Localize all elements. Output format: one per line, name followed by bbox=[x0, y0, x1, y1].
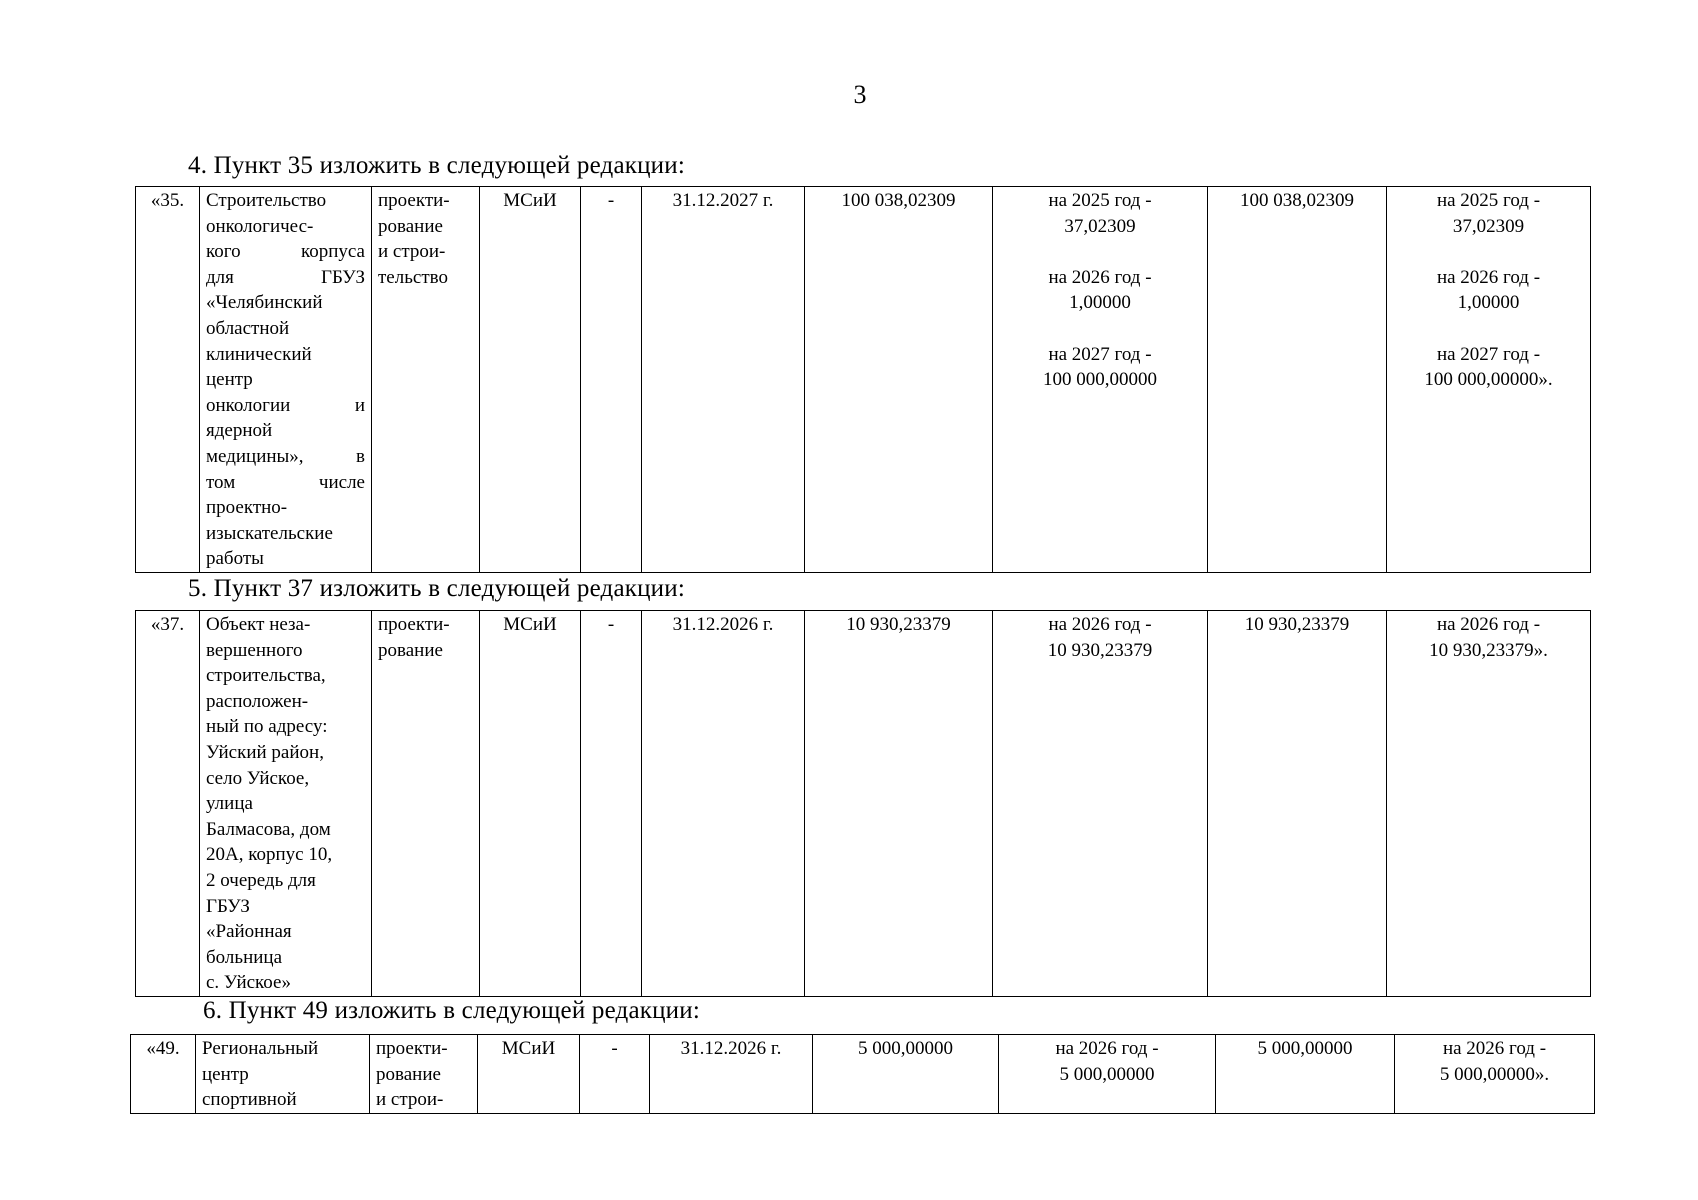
work-type-line: рование bbox=[378, 639, 443, 661]
yearly-breakdown-cell bbox=[993, 611, 1208, 997]
year-entry bbox=[999, 265, 1201, 316]
year-value: 1,00000 bbox=[1457, 292, 1520, 314]
estimated-cost-cell: 10 930,23379 bbox=[805, 611, 993, 997]
year-entry bbox=[999, 188, 1201, 239]
object-name-line: 20А, корпус 10, bbox=[206, 844, 333, 866]
amendment-table-item-37 bbox=[135, 610, 1591, 997]
organization-cell: МСиИ bbox=[478, 1035, 580, 1114]
work-type-line: проекти- bbox=[378, 614, 450, 635]
object-name-line: Объект неза- bbox=[206, 614, 311, 635]
object-name-line: Региональный bbox=[202, 1038, 319, 1059]
object-name-cell bbox=[196, 1035, 370, 1114]
object-name-line: Строительство bbox=[206, 190, 327, 211]
funding-total-cell: 5 000,00000 bbox=[1216, 1035, 1395, 1114]
item-number-cell: «49. bbox=[131, 1035, 196, 1114]
section-heading-item-35: 4. Пункт 35 изложить в следующей редакции: bbox=[188, 152, 685, 179]
object-name-cell bbox=[200, 611, 372, 997]
funding-total-cell: 10 930,23379 bbox=[1208, 611, 1387, 997]
deadline-date-cell: 31.12.2026 г. bbox=[642, 611, 805, 997]
year-label: на 2026 год - bbox=[1048, 614, 1152, 635]
object-name-line: больница bbox=[206, 946, 282, 968]
object-name-line: село Уйское, bbox=[206, 767, 310, 789]
year-label: на 2026 год - bbox=[1055, 1038, 1159, 1059]
work-type-line: проекти- bbox=[376, 1038, 448, 1059]
organization-cell: МСиИ bbox=[480, 611, 581, 997]
object-name-line: том числе bbox=[206, 471, 365, 493]
object-name-line: Балмасова, дом bbox=[206, 818, 331, 840]
year-entry bbox=[999, 612, 1201, 663]
object-name-line: ный по адресу: bbox=[206, 716, 328, 738]
section-heading-item-49: 6. Пункт 49 изложить в следующей редакции: bbox=[203, 997, 700, 1024]
year-value: 10 930,23379». bbox=[1429, 639, 1548, 661]
funding-yearly-cell bbox=[1387, 187, 1591, 573]
yearly-breakdown-cell bbox=[993, 187, 1208, 573]
object-name-line: улица bbox=[206, 793, 253, 815]
year-label: на 2027 год - bbox=[1048, 343, 1152, 365]
object-name-line: «Челябинский bbox=[206, 292, 323, 314]
work-type-line: тельство bbox=[378, 266, 448, 288]
year-entry bbox=[999, 342, 1201, 393]
work-type-cell bbox=[372, 187, 480, 573]
year-label: на 2027 год - bbox=[1436, 343, 1541, 365]
object-name-line: ГБУЗ bbox=[206, 895, 250, 917]
work-type-line: рование bbox=[376, 1063, 441, 1085]
year-value: 5 000,00000». bbox=[1439, 1063, 1550, 1085]
work-type-line: и строи- bbox=[376, 1089, 444, 1111]
page-number: 3 bbox=[853, 80, 867, 109]
object-name-line: с. Уйское» bbox=[206, 972, 291, 994]
table-row bbox=[136, 611, 1591, 997]
object-name-line: спортивной bbox=[202, 1089, 297, 1111]
table-row bbox=[131, 1035, 1595, 1114]
work-type-line: проекти- bbox=[378, 190, 450, 211]
dash-cell: - bbox=[581, 187, 642, 573]
object-name-line: областной bbox=[206, 317, 290, 339]
year-label: на 2026 год - bbox=[1048, 266, 1152, 288]
funding-total-cell: 100 038,02309 bbox=[1208, 187, 1387, 573]
object-name-line: работы bbox=[206, 548, 264, 570]
object-name-line: 2 очередь для bbox=[206, 869, 316, 891]
object-name-line: для ГБУЗ bbox=[206, 266, 365, 288]
year-value: 100 000,00000 bbox=[1043, 369, 1157, 391]
object-name-cell bbox=[200, 187, 372, 573]
yearly-breakdown-cell bbox=[999, 1035, 1216, 1114]
year-label: на 2025 год - bbox=[1048, 190, 1152, 211]
object-name-line: расположен- bbox=[206, 690, 309, 712]
estimated-cost-cell: 5 000,00000 bbox=[813, 1035, 999, 1114]
object-name-line: онкологии и bbox=[206, 394, 365, 416]
funding-yearly-cell bbox=[1387, 611, 1591, 997]
section-heading-item-37: 5. Пункт 37 изложить в следующей редакции: bbox=[188, 575, 685, 602]
item-number-cell: «35. bbox=[136, 187, 200, 573]
object-name-line: центр bbox=[206, 369, 253, 391]
object-name-line: проектно- bbox=[206, 497, 288, 519]
work-type-line: рование bbox=[378, 215, 443, 237]
work-type-cell bbox=[370, 1035, 478, 1114]
year-value: 100 000,00000». bbox=[1424, 369, 1553, 391]
object-name-line: изыскательские bbox=[206, 522, 333, 544]
year-value: 1,00000 bbox=[1069, 292, 1131, 314]
year-entry bbox=[1005, 1036, 1209, 1087]
object-name-line: клинический bbox=[206, 343, 312, 365]
year-value: 37,02309 bbox=[1064, 215, 1136, 237]
year-label: на 2026 год - bbox=[1436, 266, 1541, 288]
funding-yearly-cell bbox=[1395, 1035, 1595, 1114]
deadline-date-cell: 31.12.2027 г. bbox=[642, 187, 805, 573]
year-entry bbox=[1401, 1036, 1588, 1087]
table-row bbox=[136, 187, 1591, 573]
year-label: на 2026 год - bbox=[1442, 1038, 1547, 1059]
object-name-line: вершенного bbox=[206, 639, 303, 661]
object-name-line: кого корпуса bbox=[206, 241, 365, 263]
object-name-line: ядерной bbox=[206, 420, 273, 442]
object-name-line: Уйский район, bbox=[206, 741, 324, 763]
work-type-line: и строи- bbox=[378, 241, 446, 263]
object-name-line: медицины», в bbox=[206, 445, 365, 467]
estimated-cost-cell: 100 038,02309 bbox=[805, 187, 993, 573]
year-entry bbox=[1393, 188, 1584, 239]
year-value: 10 930,23379 bbox=[1047, 639, 1153, 661]
object-name-line: онкологичес- bbox=[206, 215, 314, 237]
amendment-table-item-49 bbox=[130, 1034, 1595, 1114]
year-entry bbox=[1393, 612, 1584, 663]
year-value: 5 000,00000 bbox=[1059, 1063, 1155, 1085]
dash-cell: - bbox=[581, 611, 642, 997]
object-name-line: центр bbox=[202, 1063, 249, 1085]
year-entry bbox=[1393, 265, 1584, 316]
year-label: на 2025 год - bbox=[1436, 190, 1541, 211]
deadline-date-cell: 31.12.2026 г. bbox=[650, 1035, 813, 1114]
object-name-line: строительства, bbox=[206, 665, 326, 687]
year-entry bbox=[1393, 342, 1584, 393]
dash-cell: - bbox=[580, 1035, 650, 1114]
object-name-line: «Районная bbox=[206, 921, 292, 943]
amendment-table-item-35 bbox=[135, 186, 1591, 573]
year-label: на 2026 год - bbox=[1436, 614, 1541, 635]
year-value: 37,02309 bbox=[1452, 215, 1525, 237]
work-type-cell bbox=[372, 611, 480, 997]
item-number-cell: «37. bbox=[136, 611, 200, 997]
organization-cell: МСиИ bbox=[480, 187, 581, 573]
